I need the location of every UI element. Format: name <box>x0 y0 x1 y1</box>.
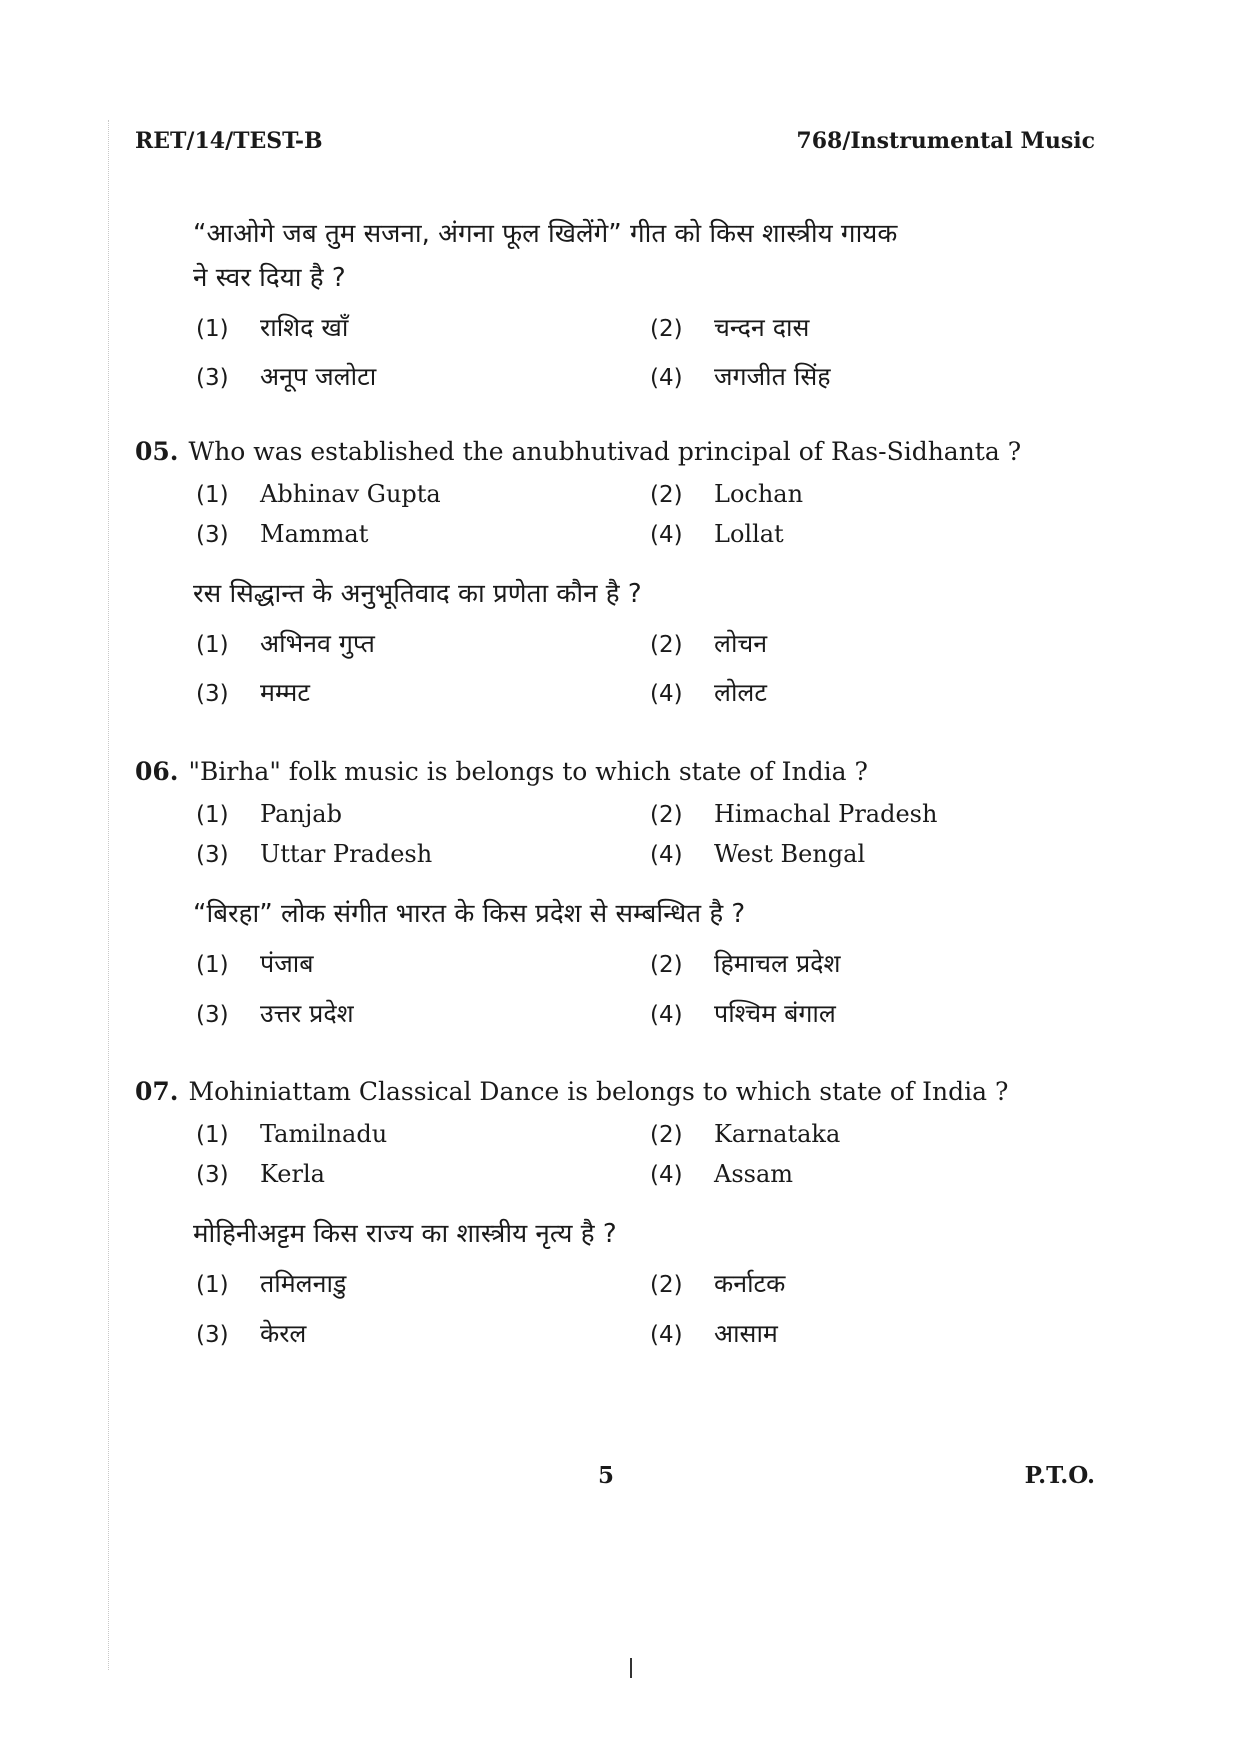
q07-english-text: Mohiniattam Classical Dance is belongs to which state of India ? <box>188 1077 1009 1106</box>
q06-hi-option-3: (3) उत्तर प्रदेश <box>196 999 354 1028</box>
q07-hi-option-3: (3) केरल <box>196 1319 307 1348</box>
q05-en-option-2: (2) Lochan <box>650 480 804 508</box>
q05-hi-option-3: (3) मम्मट <box>196 678 310 707</box>
q07-hi-option-2: (2) कर्नाटक <box>650 1269 786 1298</box>
q06-hi-option-2: (2) हिमाचल प्रदेश <box>650 949 841 978</box>
q04-hi-option-4: (4) जगजीत सिंह <box>650 362 831 391</box>
q05-en-option-3: (3) Mammat <box>196 520 369 548</box>
page-header <box>135 128 1095 164</box>
q06-hi-option-1: (1) पंजाब <box>196 949 314 978</box>
scan-edge <box>108 120 110 1670</box>
q06-en-option-4: (4) West Bengal <box>650 840 866 868</box>
q07-hi-option-4: (4) आसाम <box>650 1319 778 1348</box>
page-number: 5 <box>598 1462 615 1489</box>
q06-en-option-3: (3) Uttar Pradesh <box>196 840 433 868</box>
q07-hi-option-1: (1) तमिलनाडु <box>196 1269 347 1298</box>
q04-hindi-question <box>193 212 1098 300</box>
q04-hi-option-3: (3) अनूप जलोटा <box>196 362 377 391</box>
q06-number: 06. <box>135 757 179 786</box>
q05-number: 05. <box>135 437 179 466</box>
q05-en-option-4: (4) Lollat <box>650 520 784 548</box>
q04-hindi-line2: ने स्वर दिया है ? <box>193 263 346 293</box>
q05-hindi-question: रस सिद्धान्त के अनुभूतिवाद का प्रणेता कौन है ? <box>193 579 642 609</box>
q05-hi-option-2: (2) लोचन <box>650 629 768 658</box>
q07-en-option-2: (2) Karnataka <box>650 1120 841 1148</box>
q06-en-option-1: (1) Panjab <box>196 800 342 828</box>
q07-en-option-1: (1) Tamilnadu <box>196 1120 388 1148</box>
q07-english-question <box>135 1070 1095 1114</box>
q05-hi-option-4: (4) लोलट <box>650 678 767 707</box>
q05-hi-option-1: (1) अभिनव गुप्त <box>196 629 375 658</box>
q06-english-question <box>135 750 1095 794</box>
pto-label: P.T.O. <box>1024 1462 1095 1489</box>
bottom-mark <box>630 1658 632 1678</box>
q06-english-text: "Birha" folk music is belongs to which state of India ? <box>188 757 868 786</box>
q07-hindi-question: मोहिनीअट्टम किस राज्य का शास्त्रीय नृत्य है ? <box>193 1219 617 1249</box>
q04-hindi-line1: “आओगे जब तुम सजना, अंगना फूल खिलेंगे” गीत को किस शास्त्रीय गायक <box>193 219 898 249</box>
q07-number: 07. <box>135 1077 179 1106</box>
q05-english-question <box>135 430 1095 474</box>
q04-hi-option-1: (1) राशिद खाँ <box>196 313 349 342</box>
q07-en-option-3: (3) Kerla <box>196 1160 325 1188</box>
q04-hi-option-2: (2) चन्दन दास <box>650 313 810 342</box>
q05-en-option-1: (1) Abhinav Gupta <box>196 480 441 508</box>
paper-code: RET/14/TEST-B <box>135 128 323 154</box>
q05-english-text: Who was established the anubhutivad principal of Ras-Sidhanta ? <box>188 437 1022 466</box>
q07-en-option-4: (4) Assam <box>650 1160 794 1188</box>
q06-en-option-2: (2) Himachal Pradesh <box>650 800 938 828</box>
q06-hi-option-4: (4) पश्चिम बंगाल <box>650 999 836 1028</box>
paper-subject: 768/Instrumental Music <box>796 128 1095 154</box>
q06-hindi-question: “बिरहा” लोक संगीत भारत के किस प्रदेश से सम्बन्धित है ? <box>193 899 746 929</box>
